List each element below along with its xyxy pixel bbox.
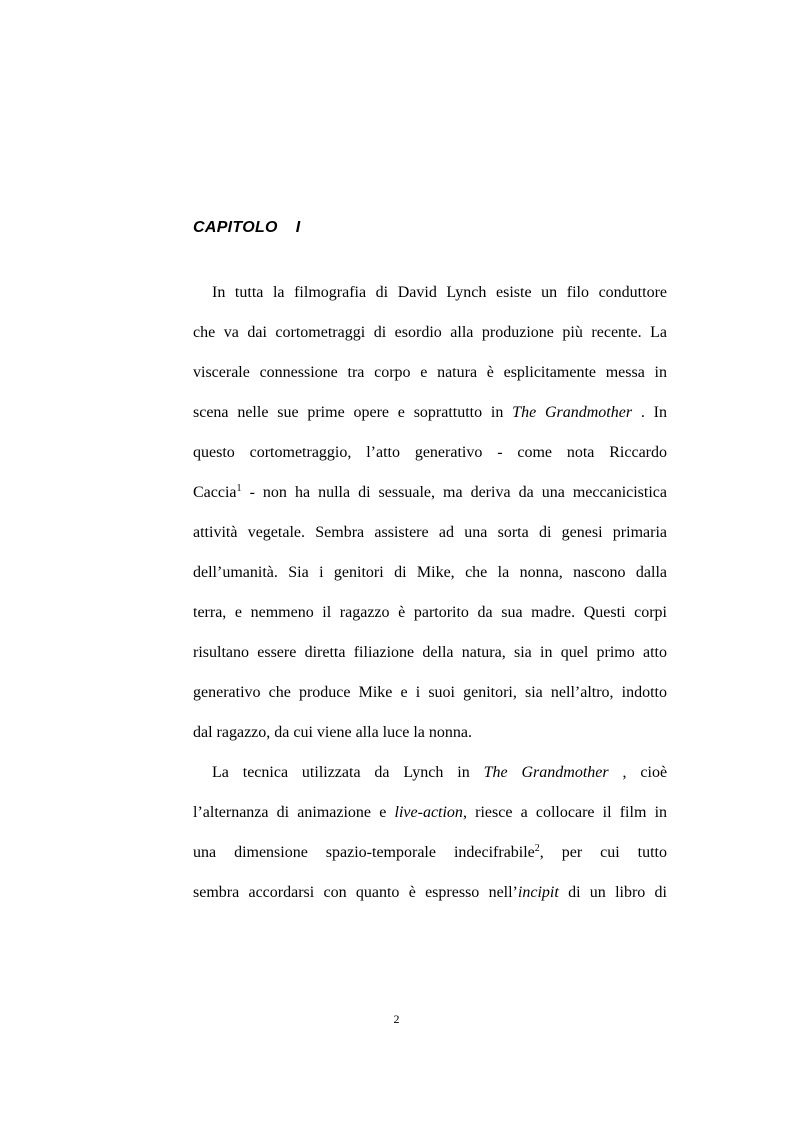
text-segment: l’alternanza di animazione e <box>193 804 387 821</box>
chapter-label: CAPITOLO <box>193 219 278 236</box>
text-line: dal ragazzo, da cui viene alla luce la nonna. <box>193 724 472 741</box>
text-line: questo cortometraggio, l’atto generativo - come nota Riccardo <box>193 444 667 461</box>
text-segment: scena nelle sue prime opere e soprattutto in <box>193 404 504 421</box>
text-segment: - non ha nulla di sessuale, ma deriva da una meccanicistica <box>249 484 668 501</box>
text-line: che va dai cortometraggi di esordio alla produzione più recente. La <box>193 324 667 341</box>
text-segment: , cioè <box>622 764 668 781</box>
text-line <box>193 883 667 903</box>
footnote-ref: 1 <box>236 483 242 494</box>
text-segment: sembra accordarsi con quanto è espresso nell’ <box>193 884 518 901</box>
italic-term: incipit <box>517 884 559 901</box>
text-line: dell’umanità. Sia i genitori di Mike, che la nonna, nascono dalla <box>193 564 667 581</box>
text-segment: di un libro di <box>568 884 668 901</box>
text-segment: una dimensione spazio-temporale indecifrabile <box>193 844 535 861</box>
text-line <box>193 803 667 823</box>
italic-term: live-action <box>394 804 463 821</box>
chapter-number: I <box>295 219 301 236</box>
text-line: terra, e nemmeno il ragazzo è partorito da sua madre. Questi corpi <box>193 604 667 621</box>
text-segment: . In <box>640 404 667 421</box>
text-segment: , per cui tutto <box>539 844 667 861</box>
film-title: The Grandmother <box>483 764 609 781</box>
text-line <box>193 483 667 503</box>
text-line <box>193 843 667 863</box>
chapter-heading <box>193 219 301 237</box>
footnote-ref: 2 <box>534 843 540 854</box>
text-segment: Caccia <box>193 484 237 501</box>
text-line: risultano essere diretta filiazione della natura, sia in quel primo atto <box>193 644 667 661</box>
text-line: generativo che produce Mike e i suoi genitori, sia nell’altro, indotto <box>193 684 667 701</box>
text-segment: , riesce a collocare il film in <box>462 804 668 821</box>
text-line <box>193 403 667 423</box>
film-title: The Grandmother <box>512 404 633 421</box>
page-number: 2 <box>393 1012 400 1026</box>
text-segment: La tecnica utilizzata da Lynch in <box>212 764 470 781</box>
text-line: viscerale connessione tra corpo e natura è esplicitamente messa in <box>193 364 667 381</box>
text-line <box>212 763 667 783</box>
text-line: attività vegetale. Sembra assistere ad una sorta di genesi primaria <box>193 524 667 541</box>
text-line: In tutta la filmografia di David Lynch esiste un filo conduttore <box>212 284 667 301</box>
